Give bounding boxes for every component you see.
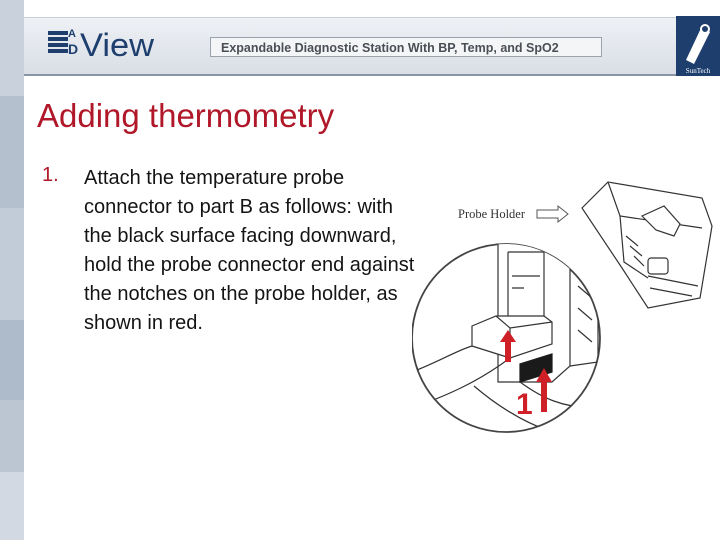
sidebar-segment bbox=[0, 320, 24, 400]
step-number: 1 bbox=[516, 388, 533, 421]
suntech-brand-icon bbox=[676, 16, 720, 76]
header-banner: Expandable Diagnostic Station With BP, Temp, and SpO2 bbox=[210, 37, 602, 57]
slide-title: Adding thermometry bbox=[37, 97, 335, 134]
sidebar-segment bbox=[0, 472, 24, 540]
list-item-text: Attach the temperature probe connector to part B as follows: with the black surface facing downward, hold the probe connector end against the notches on the probe holder, as shown in red. bbox=[84, 167, 415, 334]
probe-holder-illustration bbox=[412, 176, 720, 468]
sidebar-segment bbox=[0, 96, 24, 208]
svg-text:A: A bbox=[68, 28, 76, 40]
list-number: 1. bbox=[42, 164, 59, 186]
sidebar-strip bbox=[0, 0, 24, 540]
probe-holder-label: Probe Holder bbox=[458, 207, 525, 221]
adview-logo bbox=[40, 20, 160, 66]
svg-text:D: D bbox=[68, 41, 79, 57]
pointer-arrow-icon bbox=[537, 206, 568, 222]
svg-text:SunTech: SunTech bbox=[685, 67, 711, 75]
svg-text:View: View bbox=[80, 27, 155, 63]
sidebar-segment bbox=[0, 208, 24, 320]
sidebar-segment bbox=[0, 0, 24, 96]
sidebar-segment bbox=[0, 400, 24, 472]
device-body bbox=[582, 182, 712, 308]
